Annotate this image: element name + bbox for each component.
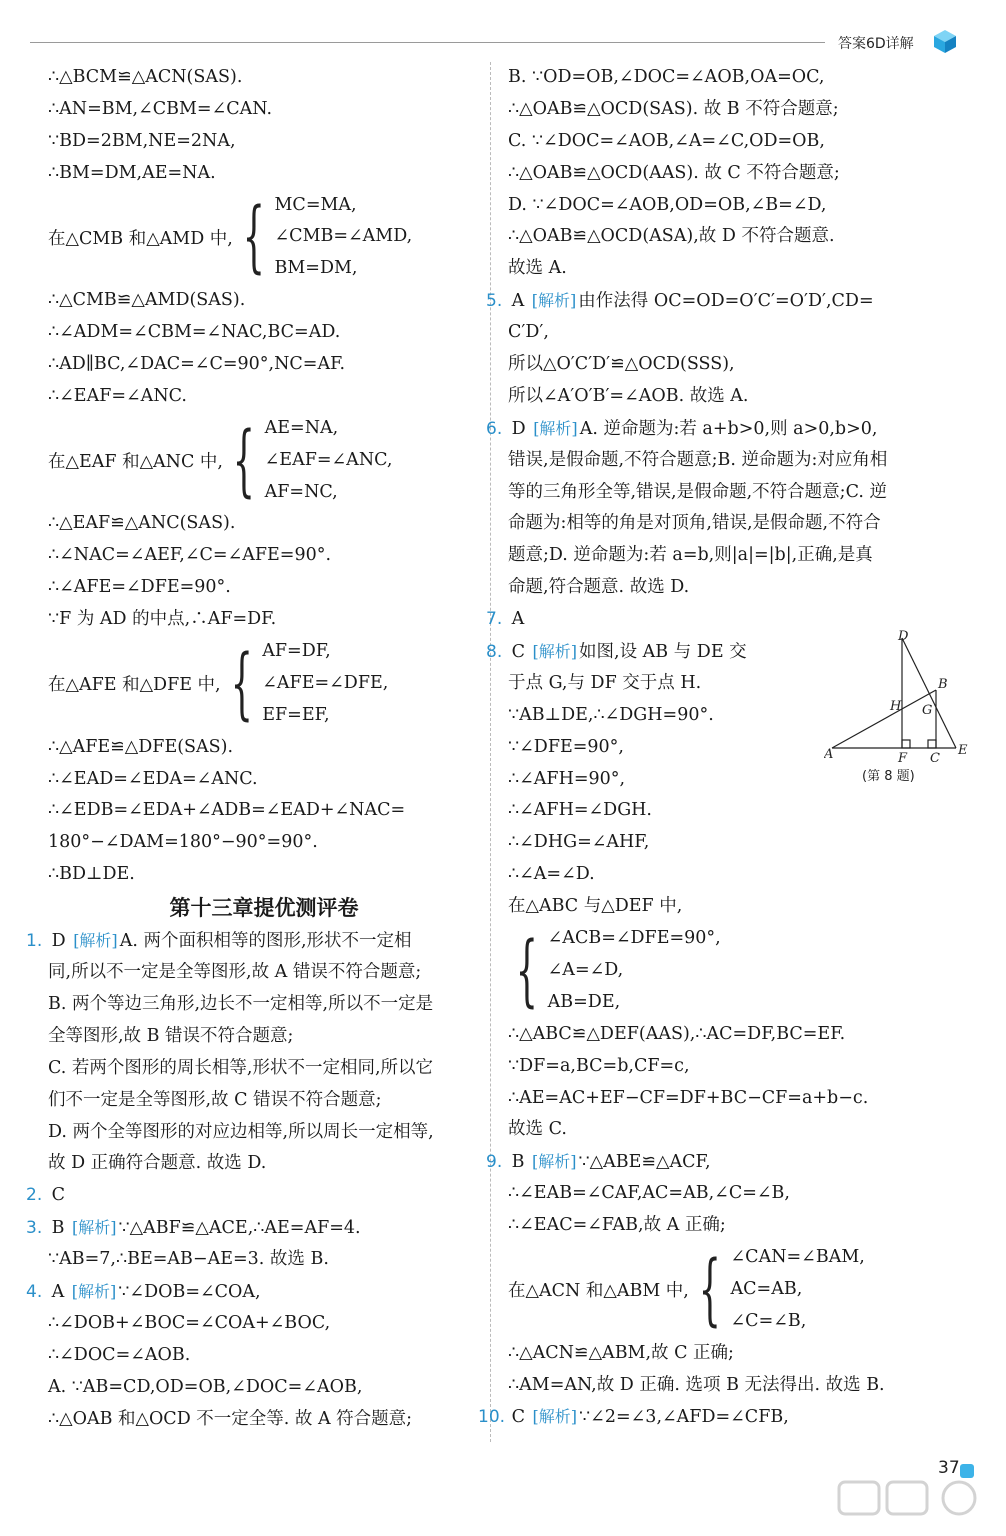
page-marker-icon	[960, 1464, 974, 1478]
system-row: AF=NC,	[264, 481, 338, 502]
text-line: B. ∵OD=OB,∠DOC=∠AOB,OA=OC,	[508, 67, 825, 87]
text-line: 180°−∠DAM=180°−90°=90°.	[48, 832, 318, 853]
analysis-text: A. 逆命题为:若 a+b>0,则 a>0,b>0,	[579, 418, 878, 439]
text-line: ∵AB=7,∴BE=AB−AE=3. 故选 B.	[48, 1249, 329, 1270]
text-line: ∵AB⊥DE,∴∠DGH=90°.	[508, 704, 714, 725]
text-line: ∴∠A=∠D.	[508, 864, 595, 885]
text-line: C′D′,	[508, 322, 549, 343]
left-column	[26, 62, 480, 1435]
system-prefix: 在△ACN 和△ABM 中,	[508, 1281, 689, 1302]
text-line: ∴∠DOB+∠BOC=∠COA+∠BOC,	[48, 1312, 331, 1333]
answer-letter: C	[511, 642, 525, 663]
text-line: ∴△BCM≌△ACN(SAS).	[48, 67, 243, 87]
text-line: ∴∠AFH=90°,	[508, 768, 626, 789]
system-row: ∠EAF=∠ANC,	[264, 449, 393, 470]
question-number: 4.	[26, 1281, 43, 1302]
text-line: 故 D 正确符合题意. 故选 D.	[48, 1153, 267, 1174]
system-row: AE=NA,	[264, 417, 339, 438]
question-4	[26, 1276, 480, 1308]
analysis-text: ∵∠DOB=∠COA,	[118, 1281, 261, 1302]
text-line: 命题,符合题意. 故选 D.	[508, 577, 690, 598]
text-line: 全等图形,故 B 错误不符合题意;	[48, 1025, 294, 1046]
question-9	[486, 1146, 964, 1178]
analysis-text: ∵△ABE≌△ACF,	[578, 1152, 711, 1173]
text-line: ∴AN=BM,∠CBM=∠CAN.	[48, 98, 273, 119]
system-row: EF=EF,	[262, 704, 330, 725]
answer-letter: A	[51, 1281, 65, 1302]
brace-icon: {	[242, 192, 265, 283]
text-line: D. ∵∠DOC=∠AOB,OD=OB,∠B=∠D,	[508, 194, 827, 215]
answer-letter: D	[51, 931, 66, 952]
text-line: 错误,是假命题,不符合题意;B. 逆命题为:对应角相	[508, 449, 888, 470]
analysis-text: ∵∠2=∠3,∠AFD=∠CFB,	[579, 1407, 789, 1428]
system-row: MC=MA,	[274, 194, 357, 215]
point-label: G	[922, 703, 933, 719]
point-label: B	[938, 677, 948, 693]
answer-letter: A	[511, 609, 525, 630]
question-number: 1.	[26, 931, 43, 952]
text-line: 所以△O′C′D′≌△OCD(SSS),	[508, 354, 735, 375]
system-row: ∠CAN=∠BAM,	[730, 1246, 865, 1267]
text-line: ∴∠NAC=∠AEF,∠C=∠AFE=90°.	[48, 545, 332, 566]
answer-letter: A	[511, 291, 525, 312]
analysis-text: 如图,设 AB 与 DE 交	[579, 642, 747, 663]
text-line: ∵∠DFE=90°,	[508, 736, 624, 757]
text-line: ∵DF=a,BC=b,CF=c,	[508, 1055, 690, 1076]
answer-letter: B	[511, 1152, 525, 1173]
text-line: 于点 G,与 DF 交于点 H.	[508, 672, 702, 693]
text-line: ∴∠EAC=∠FAB,故 A 正确;	[508, 1215, 726, 1236]
text-line: ∴∠AFH=∠DGH.	[508, 800, 652, 821]
system-row: ∠ACB=∠DFE=90°,	[547, 928, 721, 949]
brace-icon: {	[232, 415, 255, 506]
text-line: 所以∠A′O′B′=∠AOB. 故选 A.	[508, 385, 749, 406]
point-label: C	[930, 751, 940, 767]
analysis-tag: [解析]	[532, 1407, 578, 1427]
equation-system	[48, 190, 480, 286]
system-row: AF=DF,	[262, 641, 331, 662]
answer-letter: D	[511, 418, 526, 439]
text-line: ∴△OAB≌△OCD(AAS). 故 C 不符合题意;	[508, 162, 840, 183]
question-10	[478, 1401, 964, 1433]
page-number: 37	[938, 1458, 960, 1478]
analysis-text: ∵△ABF≌△ACE,∴AE=AF=4.	[118, 1218, 361, 1239]
text-line: ∴AE=AC+EF−CF=DF+BC−CF=a+b−c.	[508, 1087, 869, 1108]
text-line: 同,所以不一定是全等图形,故 A 错误不符合题意;	[48, 962, 422, 983]
analysis-text: A. 两个面积相等的图形,形状不一定相	[119, 931, 412, 952]
text-line: ∴△OAB≌△OCD(ASA),故 D 不符合题意.	[508, 226, 835, 247]
text-line: ∴∠EAF=∠ANC.	[48, 385, 187, 406]
question-number: 8.	[486, 642, 503, 663]
text-line: B. 两个等边三角形,边长不一定相等,所以不一定是	[48, 993, 434, 1014]
brace-icon: {	[230, 638, 253, 729]
question-8-block	[486, 630, 968, 1146]
answer-letter: B	[51, 1218, 65, 1239]
text-line: ∵F 为 AD 的中点,∴AF=DF.	[48, 609, 277, 630]
text-line: ∴△AFE≌△DFE(SAS).	[48, 736, 234, 757]
analysis-tag: [解析]	[533, 418, 578, 438]
equation-system	[48, 413, 480, 509]
text-line: 命题为:相等的角是对顶角,错误,是假命题,不符合	[508, 513, 881, 534]
geometry-figure	[824, 630, 974, 790]
text-line: ∴△ABC≌△DEF(AAS),∴AC=DF,BC=EF.	[508, 1023, 846, 1044]
equation-system	[48, 636, 480, 732]
figure-caption: (第 8 题)	[862, 769, 915, 785]
text-line: ∴△OAB 和△OCD 不一定全等. 故 A 符合题意;	[48, 1408, 413, 1429]
question-5	[486, 285, 964, 317]
analysis-tag: [解析]	[532, 1152, 577, 1172]
point-label: F	[898, 751, 908, 767]
analysis-tag: [解析]	[531, 291, 577, 311]
question-number: 7.	[486, 609, 503, 630]
text-line: ∴BM=DM,AE=NA.	[48, 162, 216, 183]
equation-system	[508, 923, 964, 1019]
right-column	[478, 62, 968, 1433]
analysis-tag: [解析]	[532, 642, 578, 662]
system-row: ∠AFE=∠DFE,	[262, 672, 389, 693]
text-line: C. 若两个图形的周长相等,形状不一定相同,所以它	[48, 1057, 434, 1078]
brace-icon: {	[515, 925, 538, 1016]
answer-letter: C	[51, 1185, 65, 1206]
question-number: 9.	[486, 1152, 503, 1173]
analysis-text: 由作法得 OC=OD=O′C′=O′D′,CD=	[578, 291, 874, 312]
text-line: ∴∠ADM=∠CBM=∠NAC,BC=AD.	[48, 322, 341, 343]
analysis-tag: [解析]	[73, 931, 118, 951]
point-label: H	[890, 699, 902, 715]
question-number: 5.	[486, 291, 503, 312]
text-line: ∵BD=2BM,NE=2NA,	[48, 130, 236, 151]
point-label: E	[958, 743, 968, 759]
answer-letter: C	[511, 1407, 525, 1428]
text-line: 们不一定是全等图形,故 C 错误不符合题意;	[48, 1089, 382, 1110]
system-prefix: 在△AFE 和△DFE 中,	[48, 675, 221, 696]
text-line: ∴BD⊥DE.	[48, 864, 135, 885]
question-number: 10.	[478, 1407, 506, 1428]
header-rule	[30, 42, 825, 43]
text-line: C. ∵∠DOC=∠AOB,∠A=∠C,OD=OB,	[508, 130, 825, 151]
text-line: 故选 C.	[508, 1119, 567, 1140]
text-line: 等的三角形全等,错误,是假命题,不符合题意;C. 逆	[508, 481, 887, 502]
equation-system	[508, 1242, 964, 1338]
chapter-title: 第十三章提优测评卷	[169, 896, 359, 921]
question-2	[26, 1180, 480, 1212]
system-row: ∠A=∠D,	[547, 959, 624, 980]
point-label: D	[898, 630, 909, 645]
text-line: ∴∠EAB=∠CAF,AC=AB,∠C=∠B,	[508, 1183, 790, 1204]
header-title: 答案6D详解	[838, 36, 914, 52]
system-row: AC=AB,	[730, 1278, 803, 1299]
cube-icon	[932, 28, 958, 54]
text-line: ∴AM=AN,故 D 正确. 选项 B 无法得出. 故选 B.	[508, 1374, 885, 1395]
text-line: 题意;D. 逆命题为:若 a=b,则|a|=|b|,正确,是真	[508, 545, 873, 566]
question-number: 3.	[26, 1218, 43, 1239]
watermark-logo-icon	[835, 1478, 995, 1534]
brace-icon: {	[698, 1244, 721, 1335]
text-line: ∴△OAB≌△OCD(SAS). 故 B 不符合题意;	[508, 98, 839, 119]
system-prefix: 在△EAF 和△ANC 中,	[48, 452, 223, 473]
text-line: ∴∠DHG=∠AHF,	[508, 832, 650, 853]
text-line: D. 两个全等图形的对应边相等,所以周长一定相等,	[48, 1121, 434, 1142]
column-divider	[490, 62, 491, 1442]
system-row: ∠CMB=∠AMD,	[274, 226, 413, 247]
question-number: 6.	[486, 418, 503, 439]
analysis-tag: [解析]	[72, 1218, 117, 1238]
text-line: ∴∠DOC=∠AOB.	[48, 1344, 191, 1365]
text-line: ∴△ACN≌△ABM,故 C 正确;	[508, 1342, 734, 1363]
question-number: 2.	[26, 1185, 43, 1206]
system-prefix: 在△CMB 和△AMD 中,	[48, 228, 233, 249]
question-3	[26, 1212, 480, 1244]
text-line: 故选 A.	[508, 258, 567, 279]
system-row: ∠C=∠B,	[730, 1310, 807, 1331]
text-line: ∴∠AFE=∠DFE=90°.	[48, 577, 231, 598]
text-line: ∴∠EDB=∠EDA+∠ADB=∠EAD+∠NAC=	[48, 800, 406, 821]
analysis-tag: [解析]	[71, 1281, 117, 1301]
text-line: ∴AD∥BC,∠DAC=∠C=90°,NC=AF.	[48, 354, 346, 375]
text-line: ∴∠EAD=∠EDA=∠ANC.	[48, 768, 258, 789]
point-label: A	[824, 747, 834, 763]
text-line: ∴△CMB≌△AMD(SAS).	[48, 290, 246, 311]
system-row: AB=DE,	[547, 991, 621, 1012]
text-line: 在△ABC 与△DEF 中,	[508, 896, 683, 917]
question-1	[26, 925, 480, 957]
text-line: ∴△EAF≌△ANC(SAS).	[48, 513, 236, 534]
question-6	[486, 413, 964, 445]
system-row: BM=DM,	[274, 258, 358, 279]
text-line: A. ∵AB=CD,OD=OB,∠DOC=∠AOB,	[48, 1376, 363, 1397]
